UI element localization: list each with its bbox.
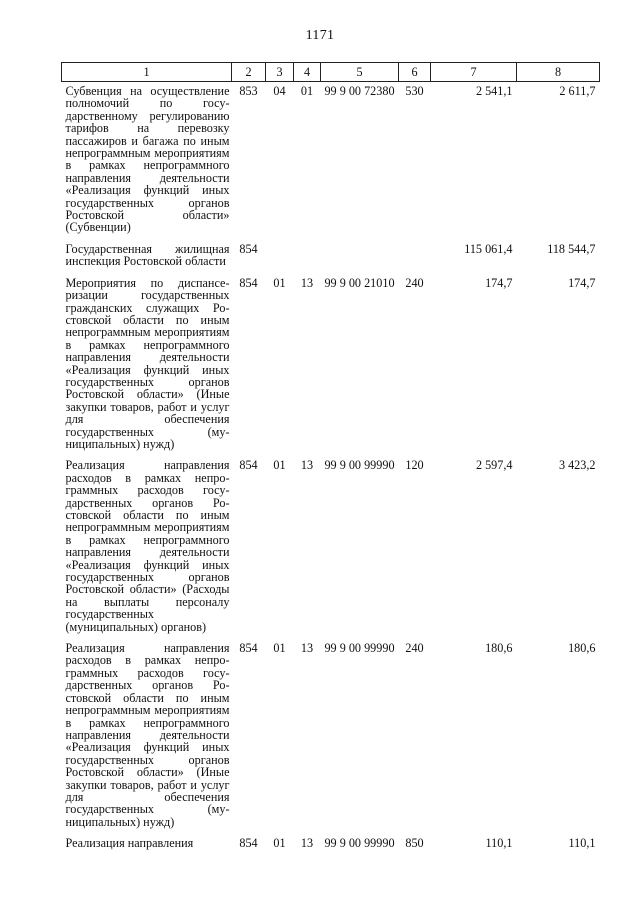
column-header-4: 4 [294, 63, 321, 82]
row-section-code: 01 [273, 836, 286, 851]
row-name: Государственная жилищная инспекция Ростовской области [65, 241, 230, 269]
row-section-code: 04 [273, 84, 286, 98]
table-row [62, 456, 600, 639]
table-body [62, 82, 600, 856]
row-ved-code: 854 [239, 641, 258, 656]
row-sum-col8: 174,7 [568, 275, 596, 290]
row-section-code: 01 [273, 275, 286, 290]
table-header [62, 63, 600, 82]
budget-table [61, 62, 600, 856]
row-target-code: 99 9 00 99990 [324, 836, 395, 851]
row-expense-type: 240 [405, 275, 424, 290]
page-number: 1171 [305, 28, 335, 43]
row-name: Реализация направления расходов в рамках непрограммных расходов государственных органов Ростовской области по иным непрограммным мероприятиям в рамках непрограммного направления деятельности «Реализация функций иных государственных органов Ростовской области» (Иные закупки товаров, работ и услуг для обеспечения государственных (муниципальных) нужд) [65, 641, 230, 829]
row-name: Реализация направления расходов в рамках непрограммных расходов государственных органов Ростовской области по иным непрограммным мероприятиям в рамках непрограммного направления деятельности «Реализация функций иных государственных органов Ростовской области» (Расходы на выплаты персоналу государственных (муниципальных) органов) [65, 458, 230, 634]
row-target-code: 99 9 00 99990 [324, 641, 395, 656]
row-sum-col7: 180,6 [485, 641, 513, 656]
row-expense-type: 530 [405, 84, 424, 98]
row-sum-col8: 118 544,7 [547, 241, 596, 256]
row-ved-code: 854 [239, 275, 258, 290]
column-header-1: 1 [62, 63, 232, 82]
row-sum-col8: 180,6 [568, 641, 596, 656]
column-header-2: 2 [232, 63, 266, 82]
row-expense-type: 240 [405, 641, 424, 656]
row-section-code: 01 [273, 458, 286, 473]
table-row [62, 240, 600, 274]
row-target-code: 99 9 00 21010 [324, 275, 395, 290]
row-ved-code: 854 [239, 241, 258, 256]
row-section-code [266, 240, 294, 274]
table-row [62, 82, 600, 240]
row-ved-code: 854 [239, 836, 258, 851]
row-expense-type: 120 [405, 458, 424, 473]
row-subsection-code: 13 [300, 641, 314, 656]
row-sum-col7: 2 541,1 [475, 84, 513, 98]
row-target-code: 99 9 00 99990 [324, 458, 395, 473]
row-target-code [321, 240, 399, 274]
row-subsection-code [294, 240, 321, 274]
row-name: Мероприятия по диспансеризации государственных гражданских служащих Ростовской области по иным непрограммным мероприятиям в рамках непрограммного направления деятельности «Реализация функций иных государственных органов Ростовской области» (Иные закупки товаров, работ и услуг для обеспечения государственных (муниципальных) нужд) [65, 275, 230, 451]
row-name: Реализация направления [65, 836, 194, 851]
table-row [62, 639, 600, 834]
row-sum-col8: 3 423,2 [558, 458, 596, 473]
row-ved-code: 854 [239, 458, 258, 473]
row-sum-col7: 110,1 [485, 836, 513, 851]
row-section-code: 01 [273, 641, 286, 656]
column-header-6: 6 [399, 63, 431, 82]
table-row [62, 274, 600, 457]
table-row [62, 834, 600, 855]
row-sum-col7: 174,7 [485, 275, 513, 290]
column-header-5: 5 [321, 63, 399, 82]
row-sum-col7: 2 597,4 [475, 458, 513, 473]
row-sum-col8: 2 611,7 [559, 84, 596, 98]
row-expense-type [399, 240, 431, 274]
row-subsection-code: 01 [300, 84, 314, 98]
row-sum-col7: 115 061,4 [464, 241, 513, 256]
row-target-code: 99 9 00 72380 [324, 84, 395, 98]
row-subsection-code: 13 [300, 275, 314, 290]
header-row [62, 63, 600, 82]
column-header-7: 7 [431, 63, 517, 82]
column-header-3: 3 [266, 63, 294, 82]
row-name: Субвенция на осуществление полномочий по государственному регулированию тарифов на перевозку пассажиров и багажа по иным непрограммным мероприятиям в рамках непрограммного направления деятельности «Реализация функций иных государственных органов Ростовской области» (Субвенции) [65, 84, 230, 235]
row-subsection-code: 13 [300, 458, 314, 473]
column-header-8: 8 [517, 63, 600, 82]
row-sum-col8: 110,1 [568, 836, 596, 851]
row-ved-code: 853 [239, 84, 258, 98]
row-subsection-code: 13 [300, 836, 314, 851]
row-expense-type: 850 [405, 836, 424, 851]
